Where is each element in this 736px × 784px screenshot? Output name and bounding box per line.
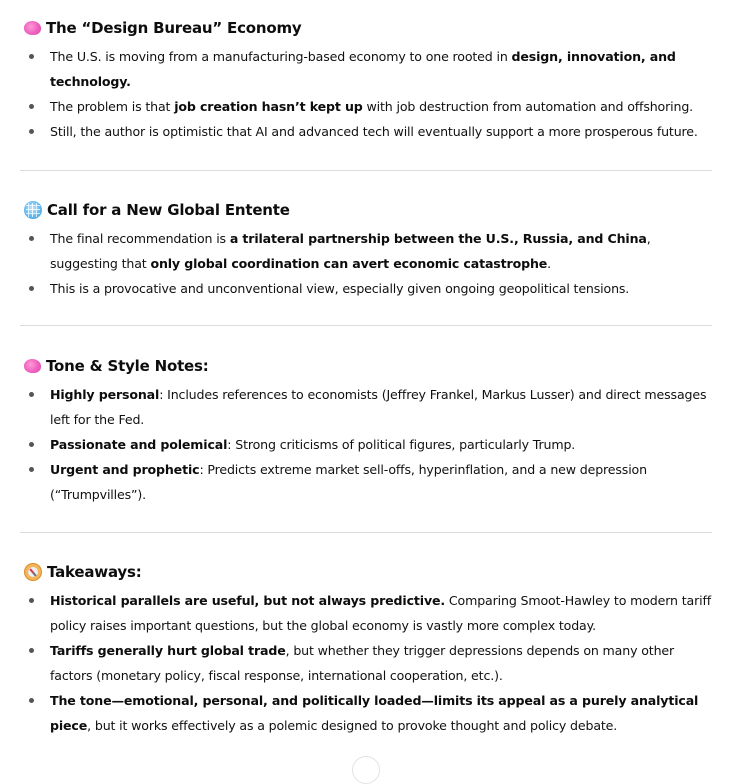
section-heading xyxy=(20,16,712,40)
bold-text: The tone—emotional, personal, and politically loaded—limits its appeal as a purely analytical piece xyxy=(50,693,699,733)
list-item xyxy=(20,94,712,119)
list-item xyxy=(20,457,712,507)
list-item xyxy=(20,226,712,276)
bold-text: only global coordination can avert economic catastrophe xyxy=(150,256,548,271)
text: This is a provocative and unconventional view, especially given ongoing geopolitical tensions. xyxy=(50,281,630,296)
bullet-dot xyxy=(29,104,34,109)
text: The U.S. is moving from a manufacturing-based economy to one rooted in xyxy=(50,49,512,64)
section-title: Call for a New Global Entente xyxy=(47,201,290,219)
section-heading xyxy=(20,198,712,222)
text: , but whether they trigger depressions depends on many other factors (monetary policy, fiscal response, international cooperation, etc.). xyxy=(50,643,675,683)
list-item xyxy=(20,638,712,688)
brain-icon xyxy=(24,21,41,35)
brain-icon xyxy=(24,359,41,373)
bullet-dot xyxy=(29,236,34,241)
bullet-list xyxy=(20,588,712,738)
section-heading xyxy=(20,354,712,378)
bullet-dot xyxy=(29,467,34,472)
bullet-list xyxy=(20,226,712,301)
bold-text: Urgent and prophetic xyxy=(50,462,200,477)
text: . xyxy=(547,256,552,271)
text: The final recommendation is xyxy=(50,231,230,246)
divider xyxy=(20,325,712,326)
bold-text: job creation hasn’t kept up xyxy=(174,99,363,114)
text: , suggesting that xyxy=(50,231,651,271)
list-item xyxy=(20,688,712,738)
section-global-entente xyxy=(20,198,712,301)
bullet-dot xyxy=(29,286,34,291)
bullet-dot xyxy=(29,598,34,603)
list-item xyxy=(20,588,712,638)
text: , but it works effectively as a polemic designed to provoke thought and policy debate. xyxy=(87,718,618,733)
list-item xyxy=(20,382,712,432)
section-title: The “Design Bureau” Economy xyxy=(46,19,302,37)
bullet-list xyxy=(20,44,712,144)
bold-text: Passionate and polemical xyxy=(50,437,228,452)
text: : Includes references to economists (Jeffrey Frankel, Markus Lusser) and direct messages left for the Fed. xyxy=(50,387,707,427)
bold-text: Highly personal xyxy=(50,387,160,402)
bullet-dot xyxy=(29,648,34,653)
section-takeaways xyxy=(20,560,712,738)
bullet-dot xyxy=(29,442,34,447)
list-item xyxy=(20,276,712,301)
bold-text: Tariffs generally hurt global trade xyxy=(50,643,286,658)
list-item xyxy=(20,432,712,457)
globe-icon xyxy=(24,201,42,219)
text: : Strong criticisms of political figures, particularly Trump. xyxy=(227,437,576,452)
list-item xyxy=(20,119,712,144)
bullet-dot xyxy=(29,698,34,703)
section-design-bureau xyxy=(20,16,712,144)
bold-text: Historical parallels are useful, but not always predictive. xyxy=(50,593,446,608)
section-title: Tone & Style Notes: xyxy=(46,357,209,375)
text: Still, the author is optimistic that AI and advanced tech will eventually support a more prosperous future. xyxy=(50,124,698,139)
compass-icon xyxy=(24,563,42,581)
scroll-down-button[interactable] xyxy=(352,756,380,784)
bullet-list xyxy=(20,382,712,507)
section-tone-style xyxy=(20,354,712,507)
text: Comparing Smoot-Hawley to modern tariff policy raises important questions, but the global economy is vastly more complex today. xyxy=(50,593,712,633)
bold-text: design, innovation, and technology. xyxy=(50,49,676,89)
text: with job destruction from automation and offshoring. xyxy=(362,99,694,114)
section-heading xyxy=(20,560,712,584)
text: The problem is that xyxy=(50,99,175,114)
divider xyxy=(20,170,712,171)
bullet-dot xyxy=(29,129,34,134)
section-title: Takeaways: xyxy=(47,563,142,581)
bullet-dot xyxy=(29,54,34,59)
bullet-dot xyxy=(29,392,34,397)
bold-text: a trilateral partnership between the U.S., Russia, and China xyxy=(229,231,647,246)
list-item xyxy=(20,44,712,94)
divider xyxy=(20,532,712,533)
text: : Predicts extreme market sell-offs, hyperinflation, and a new depression (“Trumpvilles”). xyxy=(50,462,647,502)
